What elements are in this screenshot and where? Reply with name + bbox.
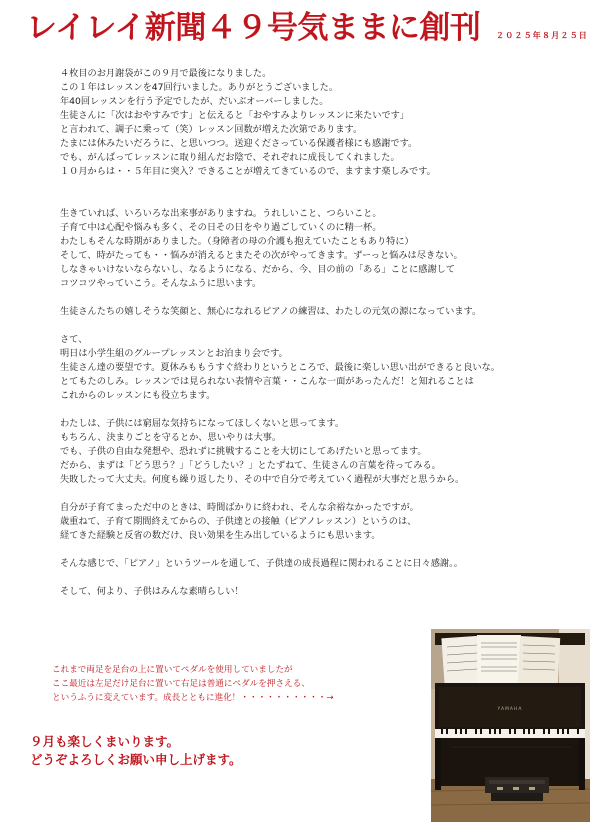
- pedal-footstool: [485, 777, 549, 793]
- body-line: 歳重ねて、子育て期間終えてからの、子供達との接触（ピアノレッスン）というのは、: [60, 516, 417, 527]
- body-line: 生徒さん達の要望です。夏休みももうすぐ終わりというところで、最後に楽しい思い出ができると良いな。: [60, 362, 500, 373]
- body-line: 生徒さんたちの嬉しそうな笑顔と、無心になれるピアノの練習は、わたしの元気の源になっています。: [60, 306, 482, 317]
- body-line: 失敗したって大丈夫。何度も繰り返したり、その中で自分で考えていく過程が大事だと思うから。: [60, 474, 465, 485]
- closing-line: どうぞよろしくお願い申し上げます。: [30, 752, 242, 767]
- body-line: 自分が子育てまっただ中のときは、時間ばかりに終われ、そんな余裕なかったですが。: [60, 502, 419, 513]
- body-line: 年40回レッスンを行う予定でしたが、だいぶオーバーしました。: [60, 96, 329, 107]
- body-line: 子育て中は心配や悩みも多く、その日その日をやり過ごしていくのに精一杯。: [60, 222, 382, 233]
- body-line: さて、: [60, 334, 88, 345]
- body-line: だから、まずは「どう思う？」「どうしたい？」とたずねて、生徒さんの言葉を待ってみる。: [60, 460, 441, 471]
- blank-line: [60, 403, 590, 417]
- body-line: と言われて、調子に乗って（笑）レッスン回数が増えた次第であります。: [60, 124, 363, 135]
- body-line: わたしもそんな時期がありました。（身障者の母の介護も抱えていたこともあり特に）: [60, 236, 414, 247]
- note-line: というふうに変えています。成長とともに進化！・・・・・・・・・・→: [52, 693, 334, 703]
- body-line: 生きていれば、いろいろな出来事がありますね。うれしいこと、つらいこと。: [60, 208, 382, 219]
- body-line: この１年はレッスンを47回行いました。ありがとうございました。: [60, 82, 339, 93]
- blank-line: [60, 291, 590, 305]
- body-line: ４枚目のお月謝袋がこの９月で最後になりました。: [60, 68, 272, 79]
- blank-line: [60, 319, 590, 333]
- sheet-music-center: [477, 635, 521, 685]
- closing-message: [30, 733, 242, 769]
- note-line: これまで両足を足台の上に置いてペダルを使用していましたが: [52, 665, 293, 675]
- body-line: たまには休みたいだろうに、と思いつつ。送迎くださっている保護者様にも感謝です。: [60, 138, 418, 149]
- body-line: 明日は小学生組のグループレッスンとお泊まり会です。: [60, 348, 288, 359]
- issue-date: ２０２５年８月２５日: [496, 31, 588, 40]
- blank-line: [60, 179, 590, 193]
- body-line: そんな感じで、「ピアノ」というツールを通して、子供達の成長過程に関われることに日々感謝。。: [60, 558, 463, 569]
- body-line: 経てきた経験と反省の数だけ、良い効果を生み出しているようにも思います。: [60, 530, 381, 541]
- piano-photo: [431, 629, 590, 822]
- body-line: でも、子供の自由な発想や、恐れずに挑戦することを大切にしてあげたいと思ってます。: [60, 446, 427, 457]
- body-line: わたしは、子供には窮屈な気持ちになってほしくないと思ってます。: [60, 418, 345, 429]
- body-line: とてもたのしみ。レッスンでは見られない表情や言葉・・こんな一面があったんだ！と知れることは: [60, 376, 474, 387]
- body-line: もちろん、決まりごとを守るとか、思いやりは大事。: [60, 432, 282, 443]
- pedal-note: [52, 663, 334, 705]
- upright-piano-image: [431, 629, 590, 822]
- closing-line: ９月も楽しくまいります。: [30, 734, 180, 749]
- piano-brand: YAMAHA: [497, 707, 523, 712]
- body-line: １０月からは・・５年目に突入？できることが増えてきているので、ますます楽しみです。: [60, 166, 436, 177]
- body-line: しなきゃいけないならないし、なるようになる、だから、今、目の前の「ある」ことに感謝して: [60, 264, 456, 275]
- newsletter-title: レイレイ新聞４９号気ままに創刊: [26, 10, 481, 46]
- body-line: そして、何より、子供はみんな素晴らしい！: [60, 586, 244, 597]
- article-body: [60, 67, 590, 599]
- body-line: コツコツやっていこう。そんなふうに思います。: [60, 278, 262, 289]
- body-line: これからのレッスンにも役立ちます。: [60, 390, 216, 401]
- blank-line: [60, 193, 590, 207]
- note-line: ここ最近は左足だけ足台に置いて右足は普通にペダルを押さえる、: [52, 679, 310, 689]
- body-line: 生徒さんに「次はおやすみです」と伝えると「おやすみよりレッスンに来たいです」: [60, 110, 410, 121]
- blank-line: [60, 571, 590, 585]
- blank-line: [60, 543, 590, 557]
- body-line: そして、時がたっても・・悩みが消えるとまたその次がやってきます。ずーっと悩みは尽きない。: [60, 250, 463, 261]
- body-line: でも、がんばってレッスンに取り組んだお陰で、それぞれに成長してくれました。: [60, 152, 400, 163]
- blank-line: [60, 487, 590, 501]
